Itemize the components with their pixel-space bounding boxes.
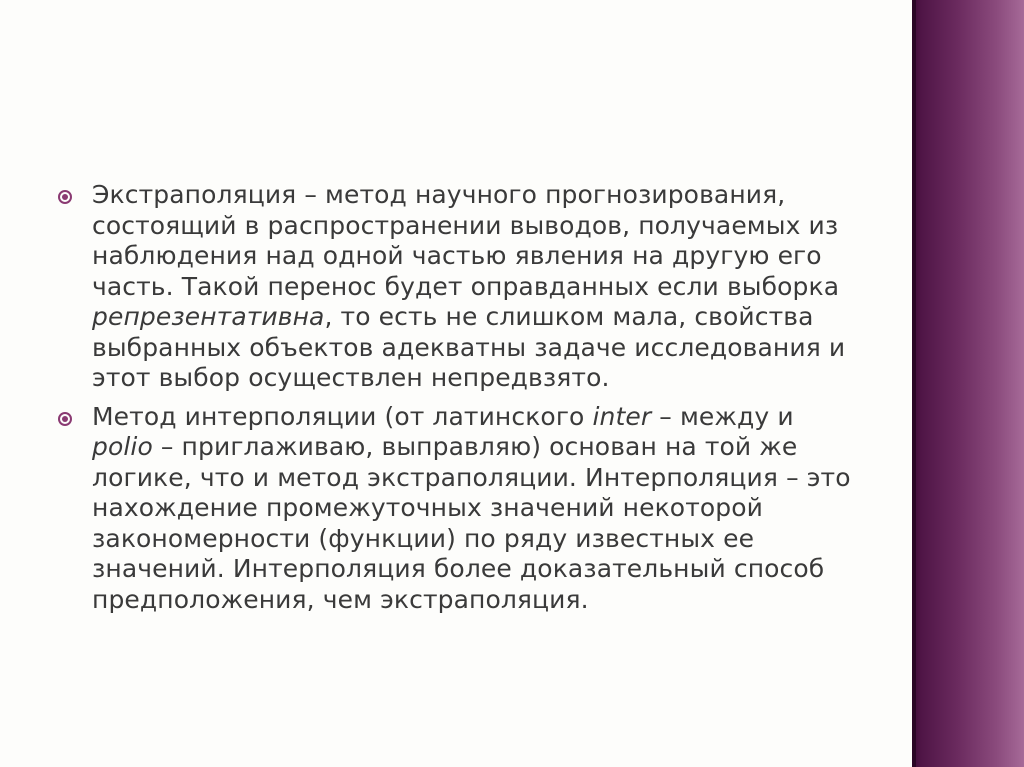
bullet-text	[92, 180, 858, 394]
slide-body	[58, 180, 858, 623]
bullet-text-part: – между и	[651, 401, 794, 431]
bullet-text-part: – приглаживаю, выправляю) основан на той же логике, что и метод экстраполяции. Интерполяция – это нахождение промежуточных значений некоторой закономерности (функции) по ряду известных ее значений. Интерполяция более доказательный способ предположения, чем экстраполяция.	[92, 432, 851, 614]
bullet-italic-term: inter	[592, 401, 652, 431]
bullet-interpolation	[58, 402, 858, 616]
circle-dot-bullet-icon	[58, 190, 72, 204]
bullet-italic-term: polio	[92, 432, 153, 461]
bullet-italic-term: репрезентативна	[92, 302, 325, 331]
decorative-side-band	[912, 0, 1024, 767]
bullet-text	[92, 402, 858, 616]
bullet-text-part: Экстраполяция – метод научного прогнозирования, состоящий в распространении выводов, получаемых из наблюдения над одной частью явления на другую его часть. Такой перенос будет оправданных если выборка	[92, 180, 840, 301]
bullet-text-part: , то есть не слишком мала, свойства выбранных объектов адекватны задаче исследования и этот выбор осуществлен непредвзято.	[92, 302, 846, 392]
bullet-text-part: Метод интерполяции (от латинского	[92, 401, 593, 431]
circle-dot-bullet-icon	[58, 412, 72, 426]
bullet-extrapolation	[58, 180, 858, 394]
